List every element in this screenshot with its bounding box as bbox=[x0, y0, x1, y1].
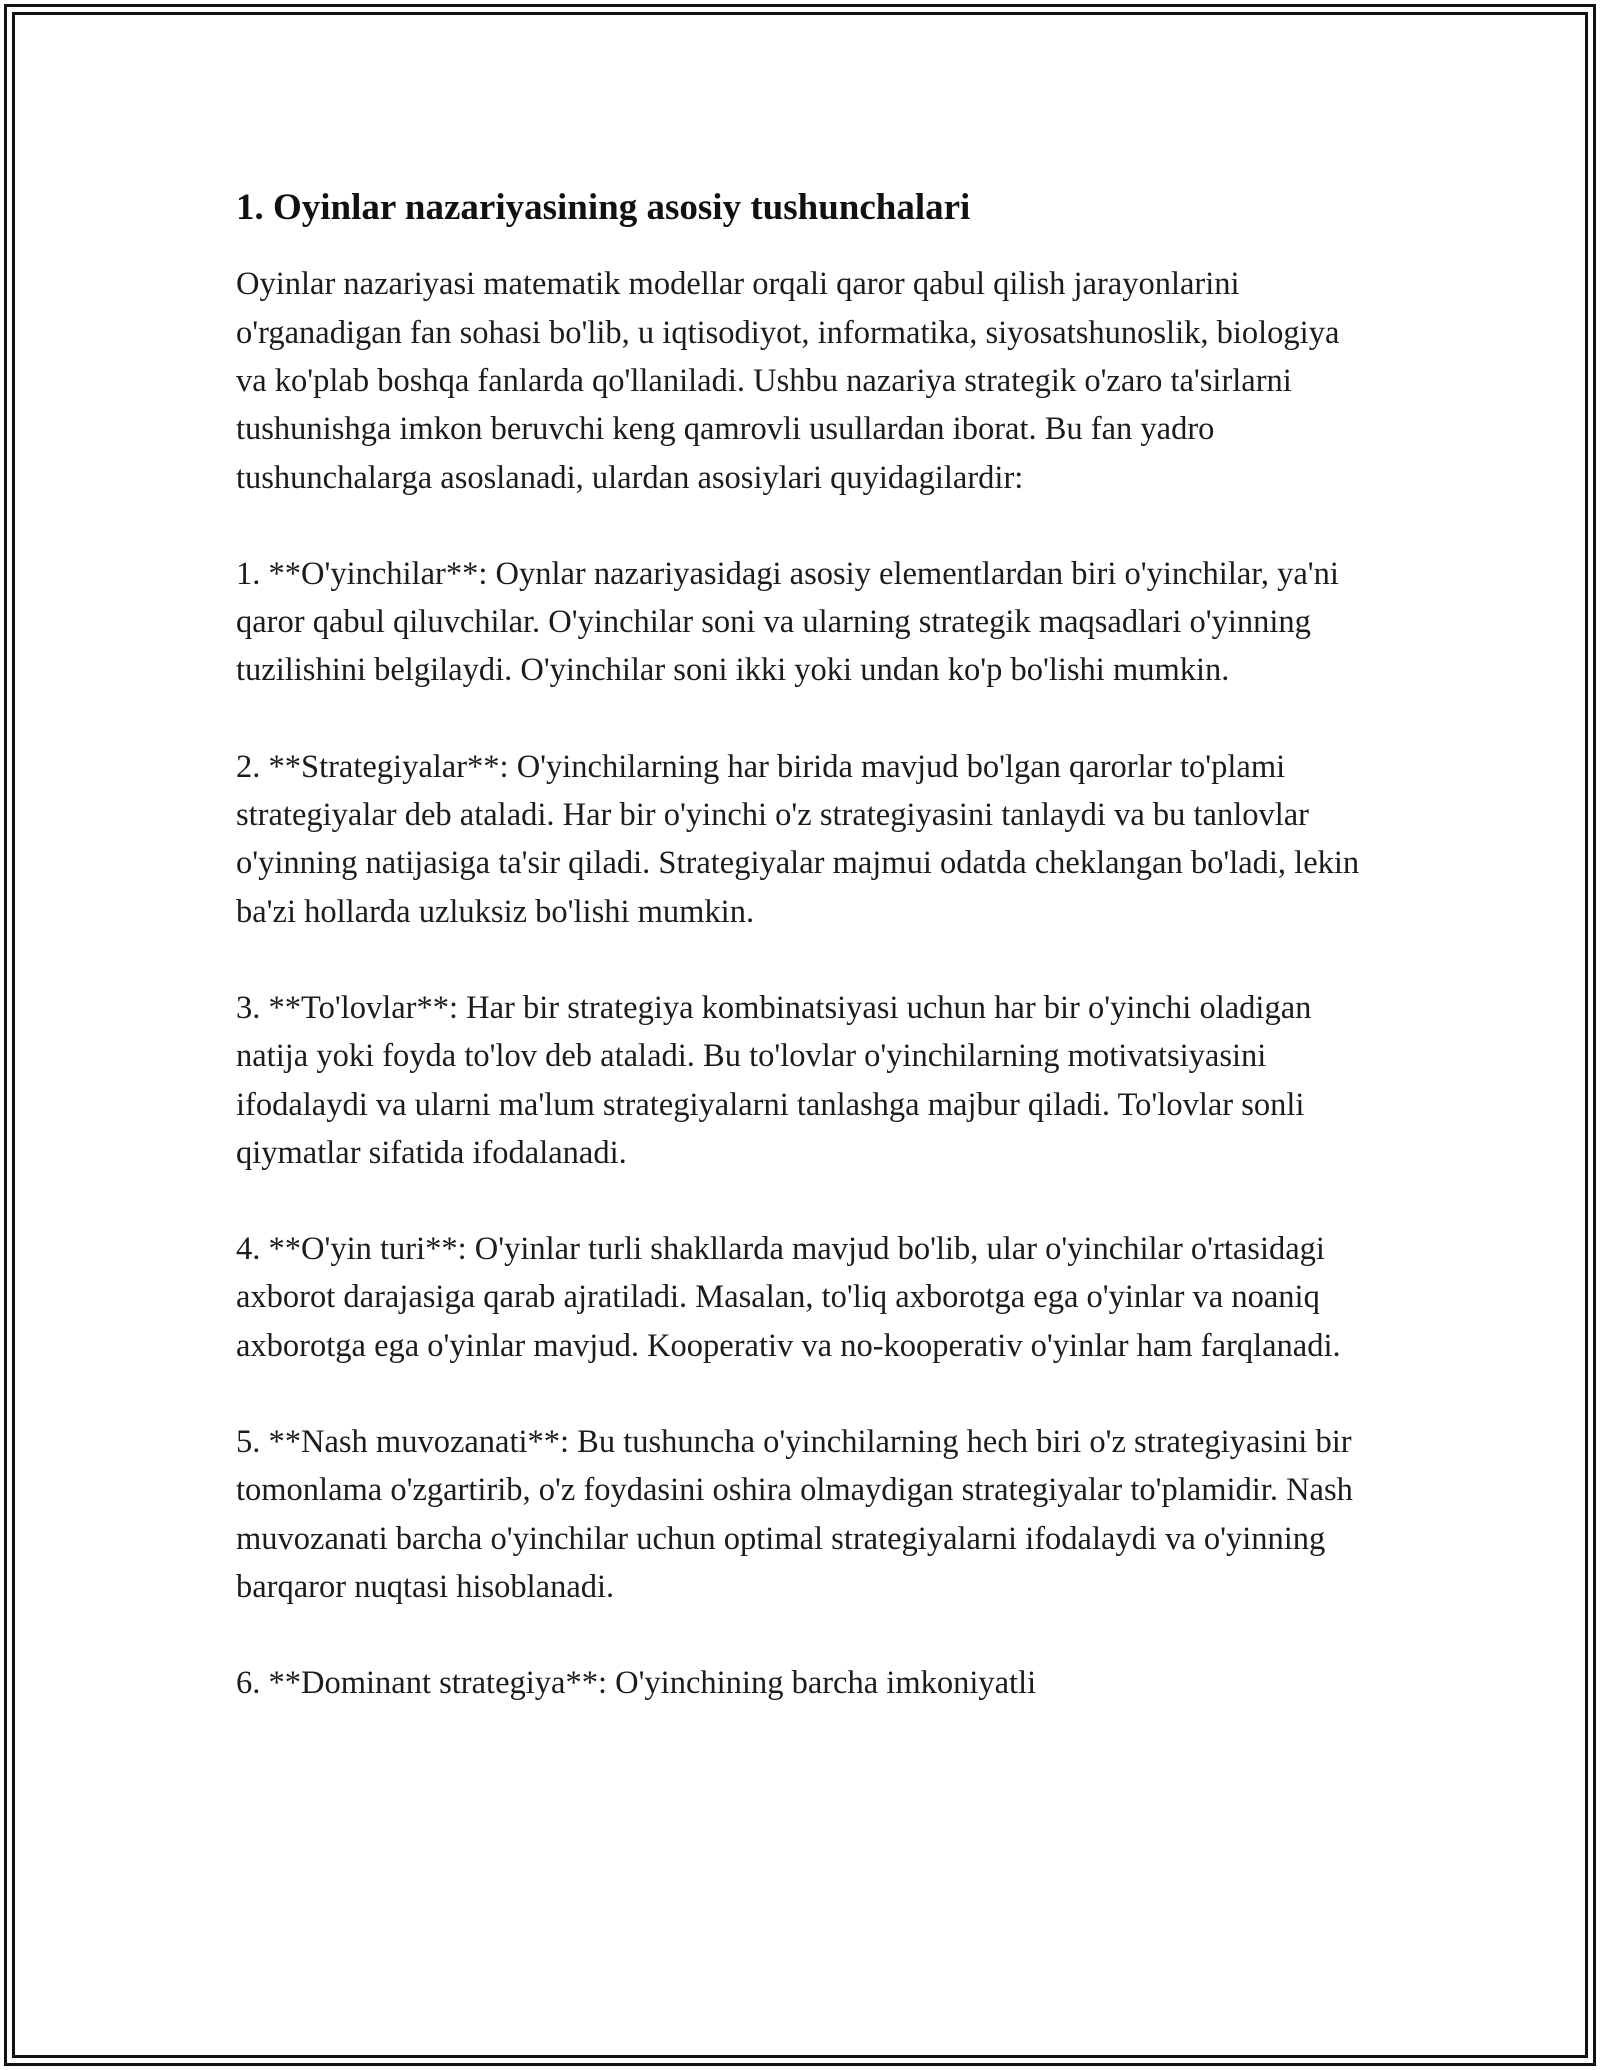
list-item-game-type: 4. **O'yin turi**: O'yinlar turli shakllarda mavjud bo'lib, ular o'yinchilar o'rtasidagi axborot darajasiga qarab ajratiladi. Masalan, to'liq axborotga ega o'yinlar va noaniq axborotga ega o'yinlar mavjud. Kooperativ va no-kooperativ o'yinlar ham farqlanadi. bbox=[236, 1231, 1341, 1364]
intro-paragraph: Oyinlar nazariyasi matematik modellar orqali qaror qabul qilish jarayonlarini o'rganadigan fan sohasi bo'lib, u iqtisodiyot, informatika, siyosatshunoslik, biologiya va ko'plab boshqa fanlarda qo'llaniladi. Ushbu nazariya strategik o'zaro ta'sirlarni tushunishga imkon beruvchi keng qamrovli usullardan iborat. Bu fan yadro tushunchalarga asoslanadi, ulardan asosiylari quyidagilardir: bbox=[236, 266, 1340, 496]
list-item-nash-equilibrium: 5. **Nash muvozanati**: Bu tushuncha o'yinchilarning hech biri o'z strategiyasini bir tomonlama o'zgartirib, o'z foydasini oshira olmaydigan strategiyalar to'plamidir. Nash muvozanati barcha o'yinchilar uchun optimal strategiyalarni ifodalaydi va o'yinning barqaror nuqtasi hisoblanadi. bbox=[236, 1424, 1353, 1605]
list-item-strategies: 2. **Strategiyalar**: O'yinchilarning har birida mavjud bo'lgan qarorlar to'plami strategiyalar deb ataladi. Har bir o'yinchi o'z strategiyasini tanlaydi va bu tanlovlar o'yinning natijasiga ta'sir qiladi. Strategiyalar majmui odatda cheklangan bo'ladi, lekin ba'zi hollarda uzluksiz bo'lishi mumkin. bbox=[236, 748, 1360, 930]
list-item-dominant-strategy: 6. **Dominant strategiya**: O'yinchining barcha imkoniyatli bbox=[236, 1665, 1037, 1702]
list-item-payoffs: 3. **To'lovlar**: Har bir strategiya kombinatsiyasi uchun har bir o'yinchi oladigan natija yoki foyda to'lov deb ataladi. Bu to'lovlar o'yinchilarning motivatsiyasini ifodalaydi va ularni ma'lum strategiyalarni tanlashga majbur qiladi. To'lovlar sonli qiymatlar sifatida ifodalanadi. bbox=[236, 989, 1312, 1171]
list-item-players: 1. **O'yinchilar**: Oynlar nazariyasidagi asosiy elementlardan biri o'yinchilar, ya'ni qaror qabul qiluvchilar. O'yinchilar soni va ularning strategik maqsadlari o'yinning tuzilishini belgilaydi. O'yinchilar soni ikki yoki undan ko'p bo'lishi mumkin. bbox=[236, 555, 1339, 689]
section-heading: 1. Oyinlar nazariyasining asosiy tushunchalari bbox=[236, 187, 971, 228]
document-body bbox=[236, 186, 1366, 1756]
